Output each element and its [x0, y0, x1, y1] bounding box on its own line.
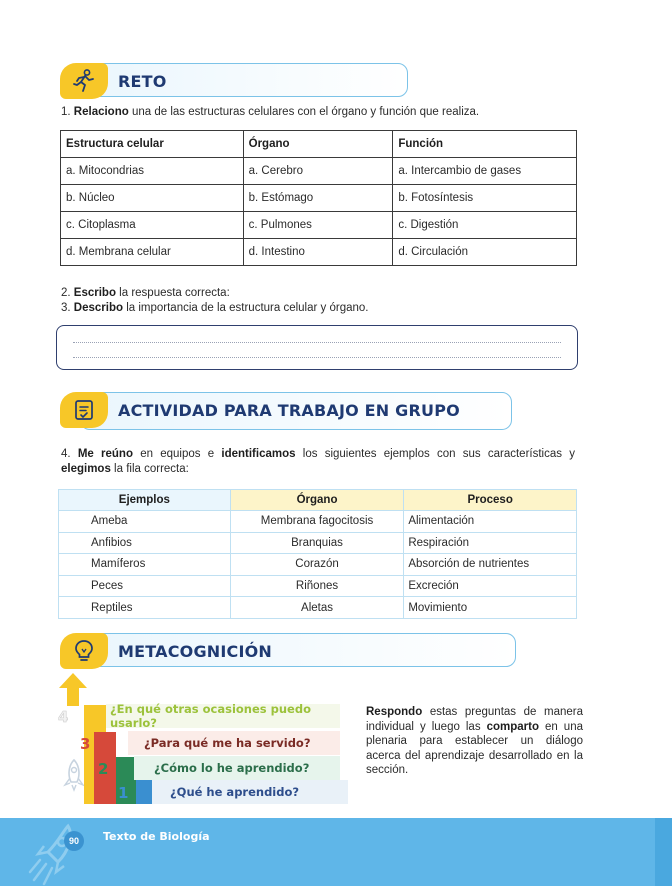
table-cell: Mamíferos	[59, 554, 231, 576]
answer-line	[73, 357, 561, 358]
instruction-4-text-2: los siguientes ejemplos con sus características y	[295, 448, 575, 460]
table-header: Órgano	[243, 131, 393, 158]
instruction-4-text-3: la fila correcta:	[110, 463, 189, 475]
footer-book-title: Texto de Biología	[103, 830, 210, 843]
table-cell: Aletas	[230, 597, 404, 619]
table-row	[59, 575, 577, 597]
group-activity-header	[60, 392, 515, 428]
instruction-4-verb-1: Me reúno	[77, 448, 133, 460]
answer-line	[73, 342, 561, 343]
table-cell: Movimiento	[404, 597, 577, 619]
table-cell: Corazón	[230, 554, 404, 576]
instruction-4-text-1: en equipos e	[132, 448, 222, 460]
table-cell: Branquias	[230, 532, 404, 554]
table-cell: b. Núcleo	[61, 185, 244, 212]
table-header: Proceso	[404, 490, 577, 511]
group-activity-title: ACTIVIDAD PARA TRABAJO EN GRUPO	[118, 400, 460, 420]
instruction-2-verb: Escribo	[73, 287, 116, 299]
table-cell: c. Citoplasma	[61, 212, 244, 239]
table-cell: Absorción de nutrientes	[404, 554, 577, 576]
question-2: ¿Cómo lo he aprendido?	[134, 756, 340, 780]
table-cell: d. Intestino	[243, 239, 393, 266]
group-badge	[60, 392, 108, 428]
instruction-1-text: una de las estructuras celulares con el órgano y función que realiza.	[128, 106, 480, 118]
instruction-4-verb-2: identificamos	[221, 448, 296, 460]
instruction-3	[61, 301, 368, 316]
cell-structure-table	[60, 130, 577, 266]
table-header: Función	[393, 131, 577, 158]
reto-badge	[60, 63, 108, 99]
meta-badge	[60, 633, 108, 669]
table-row	[61, 158, 577, 185]
reto-title: RETO	[118, 71, 167, 91]
running-person-icon	[71, 68, 97, 94]
table-row	[59, 511, 577, 533]
table-cell: c. Digestión	[393, 212, 577, 239]
table-row	[59, 532, 577, 554]
instruction-2	[61, 286, 230, 301]
page-footer	[0, 818, 672, 886]
table-row	[59, 554, 577, 576]
instruction-4	[61, 447, 575, 477]
meta-text-a: estas preguntas de manera individual y luego las	[366, 706, 583, 733]
metacognition-instructions	[366, 705, 583, 778]
instruction-3-number: 3.	[61, 302, 71, 314]
table-cell: b. Fotosíntesis	[393, 185, 577, 212]
reto-header	[60, 63, 410, 99]
step-1-number: 1	[118, 784, 129, 802]
table-cell: Riñones	[230, 575, 404, 597]
instruction-1	[61, 105, 479, 120]
instruction-4-number: 4.	[61, 448, 71, 460]
table-cell: Peces	[59, 575, 231, 597]
page-number: 90	[64, 831, 84, 851]
table-cell: a. Cerebro	[243, 158, 393, 185]
table-cell: Excreción	[404, 575, 577, 597]
table-cell: Alimentación	[404, 511, 577, 533]
table-row	[61, 185, 577, 212]
instruction-1-verb: Relaciono	[73, 106, 129, 118]
answer-box[interactable]	[56, 325, 578, 370]
examples-table	[58, 489, 577, 619]
table-cell: Respiración	[404, 532, 577, 554]
table-row	[61, 212, 577, 239]
footer-edge-strip	[655, 818, 672, 886]
table-header: Estructura celular	[61, 131, 244, 158]
metacognition-header	[60, 633, 518, 669]
meta-verb-2: comparto	[486, 720, 539, 733]
step-3-number: 3	[80, 735, 91, 753]
instruction-4-verb-3: elegimos	[61, 463, 111, 475]
table-header: Ejemplos	[59, 490, 231, 511]
table-cell: a. Intercambio de gases	[393, 158, 577, 185]
clipboard-check-icon	[72, 398, 96, 422]
table-cell: Reptiles	[59, 597, 231, 619]
question-1: ¿Qué he aprendido?	[152, 780, 348, 804]
meta-text-b: en una plenaria para establecer un diálogo acerca del aprendizaje desarrollado en la sección.	[366, 720, 583, 777]
step-2-number: 2	[98, 760, 109, 778]
table-cell: b. Estómago	[243, 185, 393, 212]
lightbulb-icon	[73, 639, 95, 663]
instruction-2-text: la respuesta correcta:	[115, 287, 230, 299]
table-cell: Ameba	[59, 511, 231, 533]
table-row	[59, 597, 577, 619]
table-cell: d. Membrana celular	[61, 239, 244, 266]
table-header-row	[59, 490, 577, 511]
up-arrow-icon	[56, 672, 90, 706]
instruction-2-number: 2.	[61, 287, 71, 299]
step-4-number: 4	[58, 708, 69, 726]
table-cell: Anfibios	[59, 532, 231, 554]
table-row	[61, 239, 577, 266]
table-header-row	[61, 131, 577, 158]
question-4: ¿En qué otras ocasiones puedo usarlo?	[106, 704, 340, 728]
table-header: Órgano	[230, 490, 404, 511]
table-cell: d. Circulación	[393, 239, 577, 266]
instruction-1-number: 1.	[61, 106, 71, 118]
instruction-3-verb: Describo	[73, 302, 124, 314]
meta-verb-1: Respondo	[366, 706, 423, 718]
metacognition-title: METACOGNICIÓN	[118, 641, 273, 661]
table-cell: a. Mitocondrias	[61, 158, 244, 185]
metacognition-stairs	[56, 672, 346, 804]
question-3: ¿Para qué me ha servido?	[128, 731, 340, 755]
instruction-3-text: la importancia de la estructura celular y órgano.	[123, 302, 369, 314]
table-cell: Membrana fagocitosis	[230, 511, 404, 533]
table-cell: c. Pulmones	[243, 212, 393, 239]
